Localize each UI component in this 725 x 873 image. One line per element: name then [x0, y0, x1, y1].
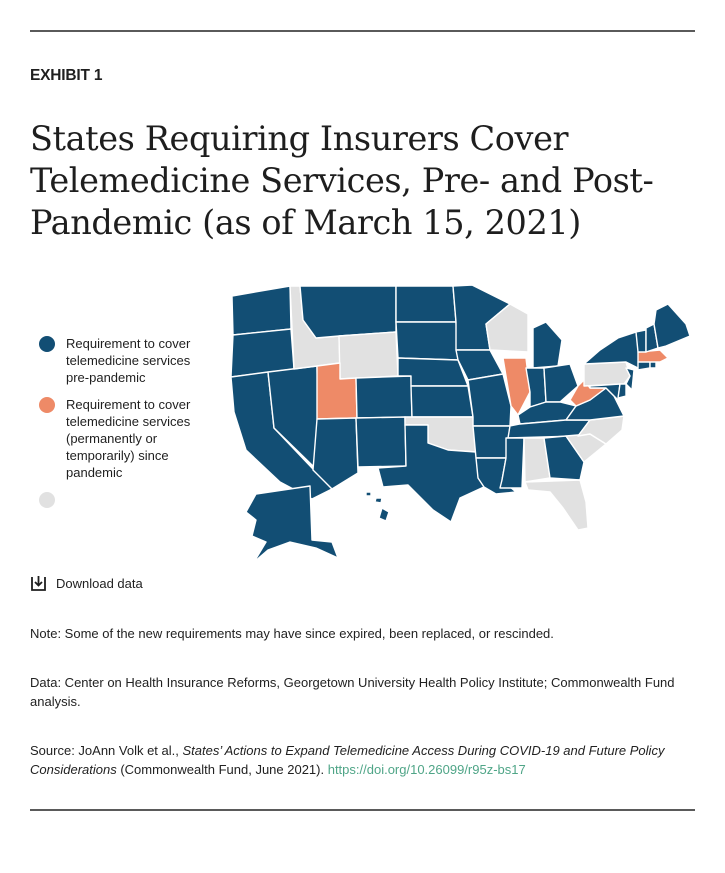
page-title: States Requiring Insurers Cover Telemedicine Services, Pre- and Post-Pandemic (as of March 15, 2021): [30, 119, 654, 242]
state-ME: [654, 304, 690, 348]
state-HI-big-island: [379, 508, 389, 521]
state-CO: [356, 376, 412, 418]
data-source-text: Data: Center on Health Insurance Reforms, Georgetown University Health Policy Institute; Commonwealth Fund analysis.: [30, 675, 675, 709]
state-AK: [246, 486, 338, 562]
state-IN: [526, 368, 546, 407]
download-data-button[interactable]: [30, 575, 143, 592]
source-prefix: Source: JoAnn Volk et al.,: [30, 743, 183, 758]
state-NY: [584, 332, 640, 368]
download-icon: [30, 575, 47, 592]
state-VT: [636, 330, 646, 352]
state-HI-oahu: [366, 492, 371, 496]
state-SD: [396, 322, 458, 360]
state-MT: [300, 286, 396, 338]
legend-item-pre-pandemic: [39, 335, 206, 386]
source-report-title: States’ Actions to Expand Telemedicine Access During COVID-19 and Future Policy Considerations: [30, 743, 665, 777]
source-citation: [30, 741, 695, 779]
doi-link[interactable]: https://doi.org/10.26099/r95z-bs17: [327, 762, 526, 777]
legend-label-since-pandemic: Requirement to cover telemedicine services (permanently or temporarily) since pandemic: [66, 397, 191, 480]
exhibit-label: EXHIBIT 1: [30, 67, 103, 84]
state-FL: [525, 480, 588, 530]
state-MI: [533, 322, 562, 368]
state-DE: [618, 384, 626, 398]
state-MO: [468, 374, 511, 426]
note-text: Note: Some of the new requirements may have since expired, been replaced, or rescinded.: [30, 626, 554, 641]
source-suffix: (Commonwealth Fund, June 2021).: [116, 762, 328, 777]
legend-swatch-none: [39, 492, 55, 508]
state-HI-maui: [375, 498, 382, 503]
us-states-map: [228, 280, 698, 565]
legend-swatch-pre-pandemic: [39, 336, 55, 352]
legend-item-since-pandemic: [39, 396, 206, 481]
state-WY: [339, 332, 398, 379]
legend-swatch-since-pandemic: [39, 397, 55, 413]
state-PA: [584, 362, 630, 386]
legend-label-pre-pandemic: Requirement to cover telemedicine services pre-pandemic: [66, 336, 191, 385]
legend-item-none: [39, 491, 206, 508]
state-AR: [473, 426, 510, 458]
state-WA: [232, 286, 291, 335]
state-NM: [356, 417, 406, 467]
top-rule: [30, 30, 695, 32]
bottom-rule: [30, 809, 695, 811]
state-ND: [396, 286, 456, 322]
download-data-label: Download data: [56, 576, 143, 591]
state-KS: [411, 386, 473, 417]
